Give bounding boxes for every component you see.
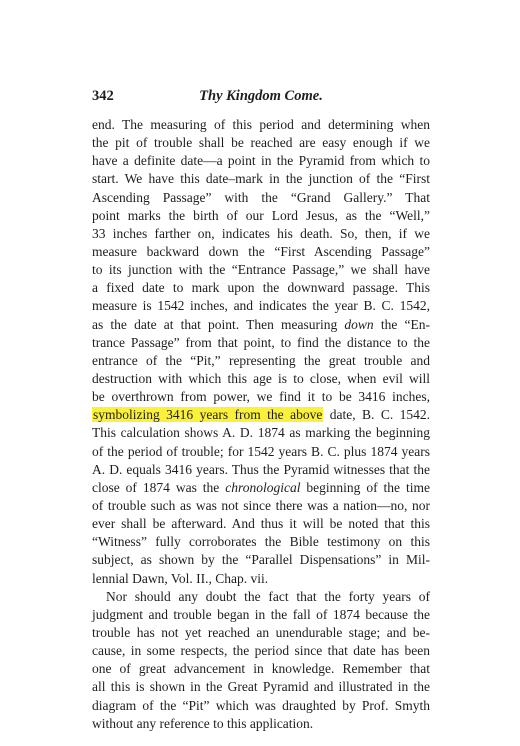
text-line: the pit of trouble shall be reached are easy enough if we — [92, 135, 430, 151]
text-line: Ascending Passage” with the “Grand Gallery.” That — [92, 189, 430, 205]
running-title: Thy Kingdom Come. — [199, 88, 323, 104]
page-number: 342 — [92, 88, 114, 104]
text-segment: the “En- — [380, 316, 431, 332]
text-line: point marks the birth of our Lord Jesus, as the “Well,” — [92, 207, 430, 223]
text-line: of trouble such as was not since there was a nation—no, nor — [92, 497, 430, 513]
text-line: A. D. equals 3416 years. Thus the Pyramid witnesses that the — [92, 461, 430, 477]
paragraph-2 — [92, 588, 430, 733]
text-line — [92, 316, 430, 334]
text-line: have a definite date—a point in the Pyramid from which to — [92, 153, 430, 169]
text-line: This calculation shows A. D. 1874 as marking the beginning — [92, 425, 430, 441]
highlighted-text: symbolizing 3416 years from the above — [93, 407, 323, 423]
text-line: to its junction with the “Entrance Passage,” we shall have — [92, 262, 430, 278]
text-line: measure backward down the “First Ascending Passage” — [92, 243, 430, 259]
text-segment: as the date at that point. Then measuring — [92, 316, 338, 332]
text-segment: date, B. C. 1542. — [329, 407, 430, 423]
text-line: end. The measuring of this period and determining when — [92, 117, 430, 132]
text-line: cause, in some respects, the period since that date has been — [92, 643, 430, 659]
text-line: ever shall be afterward. And thus it will be noted that this — [92, 516, 430, 532]
paragraph-1 — [92, 116, 430, 588]
text-line: trance Passage” from that point, to find the distance to the — [92, 334, 430, 350]
text-line: lennial Dawn, Vol. II., Chap. vii. — [92, 570, 269, 586]
text-line: 33 inches farther on, indicates his death. So, then, if we — [92, 225, 430, 241]
text-line: all this is shown in the Great Pyramid and illustrated in the — [92, 679, 430, 695]
italic-word: chronological — [225, 479, 301, 495]
text-line: be overthrown from power, we find it to be 3416 inches, — [92, 389, 430, 405]
text-segment: close of 1874 was the — [92, 479, 220, 495]
text-line: without any reference to this application. — [92, 715, 314, 731]
text-line: “Witness” fully corroborates the Bible testimony on this — [92, 534, 430, 550]
text-segment: beginning of the time — [306, 479, 430, 495]
text-line: measure is 1542 inches, and indicates the year B. C. 1542, — [92, 298, 430, 314]
text-line: a fixed date to mark upon the downward passage. This — [92, 280, 430, 296]
page-header — [92, 88, 430, 108]
text-line: trouble has not yet reached an unendurable stage; and be- — [92, 624, 430, 640]
text-line: judgment and trouble began in the fall of 1874 because the — [92, 606, 430, 622]
text-line: diagram of the “Pit” which was draughted by Prof. Smyth — [92, 697, 430, 713]
text-line: entrance of the “Pit,” representing the great trouble and — [92, 352, 430, 368]
text-line: one of great advancement in knowledge. Remember that — [92, 661, 430, 677]
text-line: of the period of trouble; for 1542 years B. C. plus 1874 years — [92, 443, 430, 459]
italic-word: down — [344, 316, 374, 332]
text-line: subject, as shown by the “Parallel Dispensations” in Mil- — [92, 552, 430, 568]
text-line: start. We have this date–mark in the junction of the “First — [92, 171, 430, 187]
text-line — [92, 406, 430, 424]
page-body — [92, 116, 430, 733]
text-line — [92, 479, 430, 497]
text-line: Nor should any doubt the fact that the forty years of — [106, 588, 430, 604]
text-line: destruction with which this age is to close, when evil will — [92, 370, 430, 386]
